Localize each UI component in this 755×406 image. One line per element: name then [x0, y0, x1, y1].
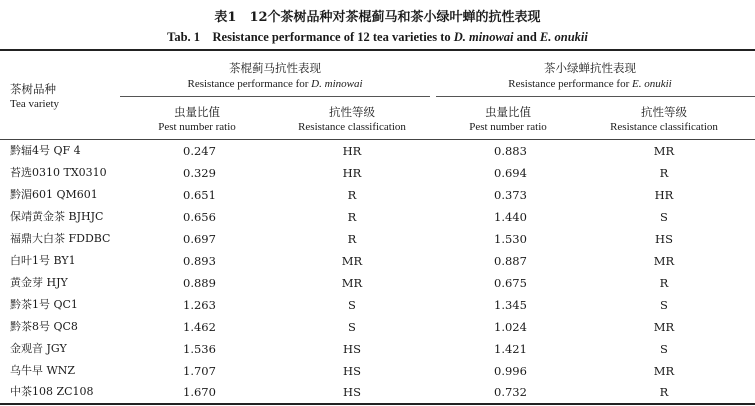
header-class2-zh: 抗性等级	[641, 105, 687, 119]
row-class1: HS	[343, 342, 361, 356]
header-group1-en	[187, 77, 362, 91]
row-ratio2: 0.694	[494, 166, 527, 180]
row-class1: S	[348, 298, 356, 312]
row-ratio1: 0.893	[183, 254, 216, 268]
header-group1-zh: 茶棍蓟马抗性表现	[229, 61, 321, 75]
header-group2-en-prefix: Resistance performance for	[508, 78, 632, 90]
row-ratio2: 0.732	[494, 385, 527, 399]
row-ratio2: 0.887	[494, 254, 527, 268]
caption-species-1: D. minowai	[453, 30, 514, 44]
header-variety-zh: 茶树品种	[10, 82, 56, 96]
row-variety: 乌牛早 WNZ	[10, 364, 76, 377]
row-class1: MR	[341, 276, 363, 290]
row-ratio1: 1.670	[183, 385, 216, 399]
row-ratio1: 0.697	[183, 232, 216, 246]
row-class2: R	[659, 166, 669, 180]
group2-underline	[436, 96, 755, 97]
header-group2-species: E. onukii	[631, 78, 672, 90]
row-variety: 福鼎大白茶 FDDBC	[10, 232, 111, 245]
row-ratio1: 1.462	[183, 320, 216, 334]
row-ratio2: 0.675	[494, 276, 527, 290]
row-variety: 黔茶8号 QC8	[10, 320, 78, 333]
row-ratio2: 1.024	[494, 320, 527, 334]
header-class1-en: Resistance classification	[298, 121, 406, 133]
table-caption-zh: 表1 12个茶树品种对茶棍蓟马和茶小绿叶蝉的抗性表现	[214, 10, 541, 25]
header-group2-zh: 茶小绿蝉抗性表现	[544, 61, 636, 75]
row-ratio2: 0.883	[494, 144, 527, 158]
row-class2: S	[660, 298, 668, 312]
header-group1-species: D. minowai	[311, 78, 363, 90]
table-caption-en	[0, 27, 755, 45]
row-ratio2: 1.530	[494, 232, 527, 246]
row-ratio2: 1.345	[494, 298, 527, 312]
row-ratio1: 1.536	[183, 342, 216, 356]
row-ratio1: 0.889	[183, 276, 216, 290]
row-variety: 中茶108 ZC108	[10, 385, 94, 398]
group1-underline	[120, 96, 430, 97]
row-ratio2: 1.440	[494, 210, 527, 224]
row-class2: HS	[655, 232, 673, 246]
row-variety: 白叶1号 BY1	[10, 254, 76, 267]
row-ratio1: 1.707	[183, 364, 216, 378]
row-variety: 黄金芽 HJY	[10, 276, 68, 289]
row-ratio2: 0.996	[494, 364, 527, 378]
row-class2: R	[659, 276, 669, 290]
caption-en-mid: and	[513, 30, 540, 44]
header-ratio2-en: Pest number ratio	[469, 121, 547, 133]
row-class1: HR	[342, 166, 362, 180]
row-class1: MR	[341, 254, 363, 268]
row-class2: R	[659, 385, 669, 399]
caption-en-prefix: Tab. 1 Resistance performance of 12 tea varieties to	[167, 30, 454, 44]
row-class1: R	[347, 232, 357, 246]
row-class2: MR	[653, 144, 675, 158]
header-bottom-rule	[0, 139, 755, 140]
row-variety: 黔茶1号 QC1	[10, 298, 78, 311]
table-top-rule	[0, 49, 755, 51]
row-variety: 黔湄601 QM601	[10, 188, 98, 201]
row-class1: HS	[343, 385, 361, 399]
row-class1: S	[348, 320, 356, 334]
header-class2-en: Resistance classification	[610, 121, 718, 133]
header-group2-en	[508, 77, 671, 91]
header-group1-en-prefix: Resistance performance for	[187, 78, 312, 90]
row-ratio1: 0.656	[183, 210, 216, 224]
row-ratio1: 1.263	[183, 298, 216, 312]
row-class2: MR	[653, 364, 675, 378]
header-ratio1-en: Pest number ratio	[158, 121, 236, 133]
header-ratio1-zh: 虫量比值	[174, 105, 220, 119]
row-class2: S	[660, 210, 668, 224]
row-variety: 黔辐4号 QF 4	[10, 144, 81, 157]
row-ratio2: 0.373	[494, 188, 527, 202]
row-class1: HR	[342, 144, 362, 158]
caption-species-2: E. onukii	[539, 30, 588, 44]
row-variety: 苔选0310 TX0310	[10, 166, 107, 179]
row-ratio1: 0.651	[183, 188, 216, 202]
row-class2: HR	[654, 188, 674, 202]
row-ratio1: 0.247	[183, 144, 216, 158]
row-class1: HS	[343, 364, 361, 378]
row-ratio2: 1.421	[494, 342, 527, 356]
row-class2: MR	[653, 254, 675, 268]
table-bottom-rule	[0, 403, 755, 405]
row-class1: R	[347, 188, 357, 202]
row-class1: R	[347, 210, 357, 224]
row-variety: 金观音 JGY	[10, 342, 67, 355]
row-ratio1: 0.329	[183, 166, 216, 180]
header-variety-en: Tea variety	[10, 98, 60, 110]
row-class2: MR	[653, 320, 675, 334]
row-class2: S	[660, 342, 668, 356]
row-variety: 保靖黄金茶 BJHJC	[10, 210, 104, 223]
header-ratio2-zh: 虫量比值	[485, 105, 531, 119]
header-class1-zh: 抗性等级	[329, 105, 375, 119]
